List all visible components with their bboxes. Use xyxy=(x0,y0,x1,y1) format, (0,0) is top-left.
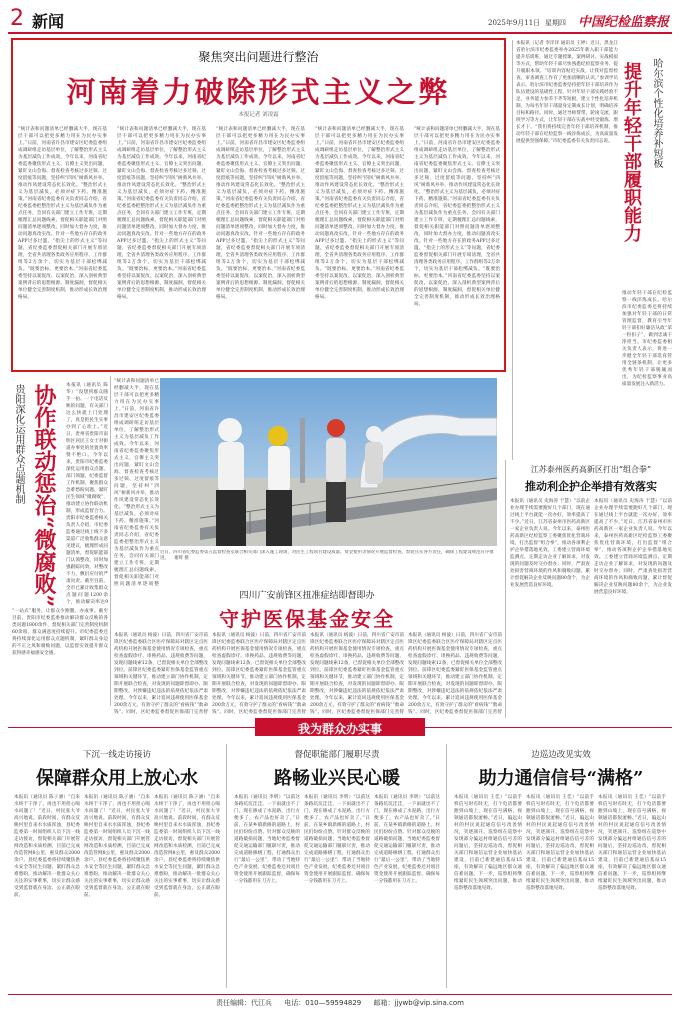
bottom-story-1 xyxy=(10,740,224,990)
left-col-divider xyxy=(110,376,111,706)
section-name: 新闻 xyxy=(32,12,65,31)
news-photo xyxy=(160,378,497,546)
footer-editor: 责任编辑：代江兵 xyxy=(216,999,273,1007)
bottom-story-1-col-1: 本报讯（通讯员 陈子涵）“自来水终于干净了，再也不用担心喝水问题了！”近日，村民张大爷高兴地说。前段时间，有群众反映村里自来水水质浑浊，县纪委监委第一时间组织人员下沉一线走访接访，督促相关部门开展管网改造和水质检测，目前已完成改造管网8公里，惠及群众2000余户。县纪委监委将持续聚焦供水安全等民生问题，紧盯群众急难愁盼，推动解决一批群众关心关注的实事难事，切实让群众感受到监督就在身边、公正就在眼前。 xyxy=(14,795,80,898)
bottom-story-3 xyxy=(450,740,672,990)
bottom-story-3-col-2: 本报讯（通讯员 王佳）“以前手机信号时有时无，打个电话都要跑到山坡上，现在信号满格，视频通话都很流畅。”近日，偏远山村的村民说起通信信号改善情况，笑逐颜开。巡察组在巡察中发现部分偏远村组通信信号差的问题后，坚持边巡边改，督促相关部门和通信运营企业加快基站建设，目前已新建通信基站15座，有效解决了偏远地区群众通信难问题。下一步，巡察组将继续紧盯民生领域突出问题，推动巡察整改落地见效。 xyxy=(526,795,594,891)
right-col-title: 提升年轻干部履职能力 xyxy=(621,62,642,242)
bottom-divider-1 xyxy=(226,744,227,988)
right-col-text-a: 本报讯（记者 李洋洋 通讯员 王婷）近日，黑龙江省哈尔滨市纪委监委举办2025年新入职干部能力提升培训班，通过专题授课、案例研讨、实战模拟等方式，帮助年轻干部尽快熟悉纪检监察业务、提升履职本领。“培训内容贴近实战，让我对监督检查、审查调查工作有了更加清晰的认识。”参训学员表示。哈尔滨市纪委监委坚持把年轻干部培养作为队伍建设的基础性工程，针对年轻干部实践经验不足、业务能力参差不齐等短板，建立个性化培养机制，为每名年轻干部量身定制成长计划，明确培养目标和路径。同时，通过导师帮带、轮岗交流、跟班学习等方式，让年轻干部在实战中经受锻炼、增长才干。“我们将持续完善年轻干部培养机制，推动年轻干部在纪检监察一线淬炼成长，为高质量发展提供坚强保障。”市纪委监委有关负责同志说。 xyxy=(516,41,618,144)
sichuan-col-1: 本报讯（通讯员 杨波）日前，四川省广安市前锋区纪委监委联合区医疗保障局对辖区定点医药机构开展医保基金使用情况专项检查，重点检查虚假诊疗、串换药品、违规收费等问题，发现问题线索12条，已督促相关单位全部整改到位。前锋区纪委监委紧盯医保基金监管重点领域和关键环节，推动建立部门协作机制，定期开展联合检查，对发现的问题即督即办、限期整改，对涉嫌违纪违法的依规依纪依法严肃处理。今年以来，累计追回违规使用医保基金200余万元，有效守护了群众的“看病钱”“救命钱”。同时，区纪委监委督促医保部门完善智 xyxy=(114,633,208,714)
taizhou-col-2: 本报讯（通讯员 史海涛 于慧）“以前企业办理手续需要跑好几个部门，现在通过线上平台就能一次办好，效率提高了不少。”近日，江苏省泰州市医药高新区一家企业负责人说。今年以来，泰州医药高新区纪检监察工委聚焦优化营商环境，打出监督“组合拳”，推动各项利企护企举措落地见效。工委建立营商环境监测点，定期走访企业了解诉求，对发现的问题及时交办督办；同时，严肃查处损害营商环境的作风和腐败问题，累计督促解决企业反映问题80余个，为企业发展营造良好环境。 xyxy=(594,499,672,595)
bottom-story-3-col-1: 本报讯（通讯员 王佳）“以前手机信号时有时无，打个电话都要跑到山坡上，现在信号满格，视频通话都很流畅。”近日，偏远山村的村民说起通信信号改善情况，笑逐颜开。巡察组在巡察中发现部分偏远村组通信信号差的问题后，坚持边巡边改，督促相关部门和通信运营企业加快基站建设，目前已新建通信基站15座，有效解决了偏远地区群众通信难问题。下一步，巡察组将继续紧盯民生领域突出问题，推动巡察整改落地见效。 xyxy=(454,795,522,891)
bottom-story-2-title: 路畅业兴民心暖 xyxy=(274,768,400,789)
page-number: 2 xyxy=(10,6,24,31)
footer-email: 邮箱：jjywb@vip.sina.com xyxy=(373,999,464,1007)
issue-weekday: 星期四 xyxy=(545,19,566,27)
left-col-text-b: “一站式”服务，让群众少跑腿、办成事。截至目前，贵阳市纪委监委推动解决群众反映的各类问题1800余件，督促相关部门完善制度机制60余项，群众满意度持续提升。市纪委监委还将持续深化运用群众点题机制，紧盯群众身边的不正之风和腐败问题，以监督实效提升群众获得感幸福感安全感。 xyxy=(12,609,108,656)
footer-rule xyxy=(8,994,672,995)
paper-name-logo: 中国纪检监察报 xyxy=(578,15,670,30)
footer-phone: 电话：010—59594829 xyxy=(284,999,362,1007)
sichuan-col-3: 本报讯（通讯员 杨波）日前，四川省广安市前锋区纪委监委联合区医疗保障局对辖区定点医药机构开展医保基金使用情况专项检查，重点检查虚假诊疗、串换药品、违规收费等问题，发现问题线索12条，已督促相关单位全部整改到位。前锋区纪委监委紧盯医保基金监管重点领域和关键环节，推动建立部门协作机制，定期开展联合检查，对发现的问题即督即办、限期整改，对涉嫌违纪违法的依规依纪依法严肃处理。今年以来，累计追回违规使用医保基金200余万元，有效守护了群众的“看病钱”“救命钱”。同时，区纪委监委督促医保部门完善智 xyxy=(310,633,404,714)
left-col-text-a: 本报讯（通讯员 陈华）“没想到群众随手一拍、一个电话反映的问题，有关部门这么快就上门处理了，真是把民生实事办到了心坎上。”近日，贵州省贵阳市南明区居民王女士对街道办事处的处置效率赞不绝口。今年以来，贵阳市纪委监委深化运用群众点题、部门领题、纪委监督工作机制，聚焦群众急难愁盼问题，紧盯民生领域“微腐败”，推动建立协作联动机制，形成监督合力。贵阳市纪委监委相关负责人介绍，市纪委监委通过线上线下多渠道广泛收集群众意见建议，梳理形成问题清单，督促职能部门认领整改，同时加强跟踪问效，对整改不力、敷衍应付的严肃问责。截至目前，全市已累计收集群众点题问题1200余个，推动解决率达9 xyxy=(66,383,108,604)
sichuan-col-4: 本报讯（通讯员 杨波）日前，四川省广安市前锋区纪委监委联合区医疗保障局对辖区定点医药机构开展医保基金使用情况专项检查，重点检查虚假诊疗、串换药品、违规收费等问题，发现问题线索12条，已督促相关单位全部整改到位。前锋区纪委监委紧盯医保基金监管重点领域和关键环节，推动建立部门协作机制，定期开展联合检查，对发现的问题即督即办、限期整改，对涉嫌违纪违法的依规依纪依法严肃处理。今年以来，累计追回违规使用医保基金200余万元，有效守护了群众的“看病钱”“救命钱”。同时，区纪委监委督促医保部门完善智 xyxy=(408,633,502,714)
photo-caption xyxy=(160,550,497,566)
lead-col-5: “统计表和问题清单已经删减大半，现在基层干部可以把更多精力用在为民办实事上。”日前，河南省许昌市建安区纪委监委组成调研组走访基层单位，了解整治形式主义为基层减负工作成效。今年以来，河南省纪委监委聚焦形式主义、官僚主义突出问题，紧盯文山会海、督查检查考核过多过频、过度留痕等问题，坚持纠“四风”树新风并举，推动作风建设常态化长效化。“整治形式主义为基层减负，必须对症下药、精准施策。”河南省纪委监委有关负责同志介绍，省纪委监委把整治形式主义为基层减负作为重点任务，会同有关部门建立工作专班，定期梳理汇总问题线索，督促相关职能部门对照问题清单逐项整改，同时加大督办力度，推动问题真改实改。针对一些地方存在的政务APP过多过滥、“指尖上的形式主义”等问题，省纪委监委督促相关部门开展专项清理，全省共清理各类政务应用程序、工作群组等2万余个，切实为基层干部松绑减负。“既要治标，更要治本。”河南省纪委监委坚持以案促改、以案促治，深入剖析典型案例背后的思想根源、制度漏洞，督促相关单位健全完善制度机制，推动形成长效治理格局。 xyxy=(414,127,500,307)
bottom-story-2-col-1: 本报讯（通讯员 李明）“以前这条路坑坑洼洼，一下雨就出不了门，现在修成了水泥路，出行方便多了，农产品也好卖了。”日前，在某乡镇新修的道路上，村民们纷纷点赞。针对群众反映的道路破损问题，当地纪委监委督促交通运输部门履职尽责，推动完成道路修缮工程，打通群众出行“最后一公里”，带动了当地特色产业发展。纪委监委还对项目资金使用开展跟踪监督，确保每一分钱都用在刀刃上。 xyxy=(234,795,300,884)
issue-date: 2025年9月11日 xyxy=(488,19,541,27)
lead-byline: 本报记者 刘凌霜 xyxy=(238,112,279,118)
lead-col-4: “统计表和问题清单已经删减大半，现在基层干部可以把更多精力用在为民办实事上。”日前，河南省许昌市建安区纪委监委组成调研组走访基层单位，了解整治形式主义为基层减负工作成效。今年以来，河南省纪委监委聚焦形式主义、官僚主义突出问题，紧盯文山会海、督查检查考核过多过频、过度留痕等问题，坚持纠“四风”树新风并举，推动作风建设常态化长效化。“整治形式主义为基层减负，必须对症下药、精准施策。”河南省纪委监委有关负责同志介绍，省纪委监委把整治形式主义为基层减负作为重点任务，会同有关部门建立工作专班，定期梳理汇总问题线索，督促相关职能部门对照问题清单逐项整改，同时加大督办力度，推动问题真改实改。针对一些地方存在的政务APP过多过滥、“指尖上的形式主义”等问题，省纪委监委督促相关部门开展专项清理，全省共清理各类政务应用程序、工作群组等2万余个，切实为基层干部松绑减负。“既要治标，更要治本。”河南省纪委监委坚持以案促改、以案促治，深入剖析典型案例背后的思想根源、制度漏洞，督促相关单位健全完善制度机制，推动形成长效治理格局。 xyxy=(315,127,404,300)
right-col-divider xyxy=(512,40,513,460)
bottom-story-2-col-2: 本报讯（通讯员 李明）“以前这条路坑坑洼洼，一下雨就出不了门，现在修成了水泥路，出行方便多了，农产品也好卖了。”日前，在某乡镇新修的道路上，村民们纷纷点赞。针对群众反映的道路破损问题，当地纪委监委督促交通运输部门履职尽责，推动完成道路修缮工程，打通群众出行“最后一公里”，带动了当地特色产业发展。纪委监委还对项目资金使用开展跟踪监督，确保每一分钱都用在刀刃上。 xyxy=(304,795,370,884)
bottom-story-2 xyxy=(230,740,444,990)
right-col-text-b: 推动年轻干部在纪检监察一线淬炼成长。哈尔滨市纪委监委还将持续加强对年轻干部的日常管理监督，教育引导年轻干部扣好廉洁从政“第一粒扣子”，做到忠诚干净担当。市纪委监委相关负责人表示，将进一步健全年轻干部选育管用全链条机制，让更多优秀年轻干部脱颖而出，为纪检监察事业高质量发展注入新活力。 xyxy=(622,291,672,387)
bottom-divider-2 xyxy=(446,744,447,988)
right-col-tag: 哈尔滨个性化培养补短板 xyxy=(651,58,662,168)
middle-col-text: “统计表和问题清单已经删减大半，现在基层干部可以把更多精力用在为民办实事上。”日前，河南省许昌市建安区纪委监委组成调研组走访基层单位，了解整治形式主义为基层减负工作成效。今年以来，河南省纪委监委聚焦形式主义、官僚主义突出问题，紧盯文山会海、督查检查考核过多过频、过度留痕等问题，坚持纠“四风”树新风并举，推动作风建设常态化长效化。“整治形式主义为基层减负，必须对症下药、精准施策。”河南省纪委监委有关负责同志介绍，省纪委监委把整治形式主义为基层减负作为重点任务，会同有关部门建立工作专班，定期梳理汇总问题线索，督促相关职能部门对照问题清单逐项整 xyxy=(114,379,159,586)
taizhou-title: 推动利企护企举措有效落实 xyxy=(525,480,657,493)
sichuan-title: 守护医保基金安全 xyxy=(219,607,395,631)
left-col-title: 协作联动惩治“微腐败” xyxy=(31,384,57,608)
lead-kicker: 聚焦突出问题进行整治 xyxy=(198,50,319,64)
bottom-story-1-col-2: 本报讯（通讯员 陈子涵）“自来水终于干净了，再也不用担心喝水问题了！”近日，村民张大爷高兴地说。前段时间，有群众反映村里自来水水质浑浊，县纪委监委第一时间组织人员下沉一线走访接访，督促相关部门开展管网改造和水质检测，目前已完成改造管网8公里，惠及群众2000余户。县纪委监委将持续聚焦供水安全等民生问题，紧盯群众急难愁盼，推动解决一批群众关心关注的实事难事，切实让群众感受到监督就在身边、公正就在眼前。 xyxy=(84,795,150,898)
bottom-story-3-title: 助力通信信号“满格” xyxy=(478,768,644,789)
bottom-story-3-kicker: 边巡边改见实效 xyxy=(531,750,591,760)
lead-col-2: “统计表和问题清单已经删减大半，现在基层干部可以把更多精力用在为民办实事上。”日前，河南省许昌市建安区纪委监委组成调研组走访基层单位，了解整治形式主义为基层减负工作成效。今年以来，河南省纪委监委聚焦形式主义、官僚主义突出问题，紧盯文山会海、督查检查考核过多过频、过度留痕等问题，坚持纠“四风”树新风并举，推动作风建设常态化长效化。“整治形式主义为基层减负，必须对症下药、精准施策。”河南省纪委监委有关负责同志介绍，省纪委监委把整治形式主义为基层减负作为重点任务，会同有关部门建立工作专班，定期梳理汇总问题线索，督促相关职能部门对照问题清单逐项整改，同时加大督办力度，推动问题真改实改。针对一些地方存在的政务APP过多过滥、“指尖上的形式主义”等问题，省纪委监委督促相关部门开展专项清理，全省共清理各类政务应用程序、工作群组等2万余个，切实为基层干部松绑减负。“既要治标，更要治本。”河南省纪委监委坚持以案促改、以案促治，深入剖析典型案例背后的思想根源、制度漏洞，督促相关单位健全完善制度机制，推动形成长效治理格局。 xyxy=(117,127,206,300)
lead-col-1: “统计表和问题清单已经删减大半，现在基层干部可以把更多精力用在为民办实事上。”日前，河南省许昌市建安区纪委监委组成调研组走访基层单位，了解整治形式主义为基层减负工作成效。今年以来，河南省纪委监委聚焦形式主义、官僚主义突出问题，紧盯文山会海、督查检查考核过多过频、过度留痕等问题，坚持纠“四风”树新风并举，推动作风建设常态化长效化。“整治形式主义为基层减负，必须对症下药、精准施策。”河南省纪委监委有关负责同志介绍，省纪委监委把整治形式主义为基层减负作为重点任务，会同有关部门建立工作专班，定期梳理汇总问题线索，督促相关职能部门对照问题清单逐项整改，同时加大督办力度，推动问题真改实改。针对一些地方存在的政务APP过多过滥、“指尖上的形式主义”等问题，省纪委监委督促相关部门开展专项清理，全省共清理各类政务应用程序、工作群组等2万余个，切实为基层干部松绑减负。“既要治标，更要治本。”河南省纪委监委坚持以案促改、以案促治，深入剖析典型案例背后的思想根源、制度漏洞，督促相关单位健全完善制度机制，推动形成长效治理格局。 xyxy=(18,127,107,300)
masthead-rule xyxy=(8,32,672,34)
lead-title: 河南着力破除形式主义之弊 xyxy=(66,75,451,109)
lead-col-3: “统计表和问题清单已经删减大半，现在基层干部可以把更多精力用在为民办实事上。”日前，河南省许昌市建安区纪委监委组成调研组走访基层单位，了解整治形式主义为基层减负工作成效。今年以来，河南省纪委监委聚焦形式主义、官僚主义突出问题，紧盯文山会海、督查检查考核过多过频、过度留痕等问题，坚持纠“四风”树新风并举，推动作风建设常态化长效化。“整治形式主义为基层减负，必须对症下药、精准施策。”河南省纪委监委有关负责同志介绍，省纪委监委把整治形式主义为基层减负作为重点任务，会同有关部门建立工作专班，定期梳理汇总问题线索，督促相关职能部门对照问题清单逐项整改，同时加大督办力度，推动问题真改实改。针对一些地方存在的政务APP过多过滥、“指尖上的形式主义”等问题，省纪委监委督促相关部门开展专项清理，全省共清理各类政务应用程序、工作群组等2万余个，切实为基层干部松绑减负。“既要治标，更要治本。”河南省纪委监委坚持以案促改、以案促治，深入剖析典型案例背后的思想根源、制度漏洞，督促相关单位健全完善制度机制，推动形成长效治理格局。 xyxy=(216,127,305,300)
left-col-tag: 贵阳深化运用群众点题机制 xyxy=(13,384,24,504)
masthead xyxy=(8,6,672,32)
banner-title: 我为群众办实事 xyxy=(297,722,382,736)
bottom-story-2-col-3: 本报讯（通讯员 李明）“以前这条路坑坑洼洼，一下雨就出不了门，现在修成了水泥路，出行方便多了，农产品也好卖了。”日前，在某乡镇新修的道路上，村民们纷纷点赞。针对群众反映的道路破损问题，当地纪委监委督促交通运输部门履职尽责，推动完成道路修缮工程，打通群众出行“最后一公里”，带动了当地特色产业发展。纪委监委还对项目资金使用开展跟踪监督，确保每一分钱都用在刀刃上。 xyxy=(374,795,440,884)
footer xyxy=(8,998,672,1008)
taizhou-kicker: 江苏泰州医药高新区打出“组合拳” xyxy=(530,465,652,474)
bottom-story-1-title: 保障群众用上放心水 xyxy=(36,768,198,789)
photo-caption-text: 近日，四川省纪委监委第五监督检查室联合相关部门深入施工现场，对民生工程项目建设质量、资金使用等情况开展监督检查，督促压实各方责任，确保工程建设规范有序推进。 xyxy=(160,550,494,561)
taizhou-col-1: 本报讯（通讯员 史海涛 于慧）“以前企业办理手续需要跑好几个部门，现在通过线上平台就能一次办好，效率提高了不少。”近日，江苏省泰州市医药高新区一家企业负责人说。今年以来，泰州医药高新区纪检监察工委聚焦优化营商环境，打出监督“组合拳”，推动各项利企护企举措落地见效。工委建立营商环境监测点，定期走访企业了解诉求，对发现的问题及时交办督办；同时，严肃查处损害营商环境的作风和腐败问题，累计督促解决企业反映问题80余个，为企业发展营造良好环境。 xyxy=(510,499,590,588)
bottom-story-1-col-3: 本报讯（通讯员 陈子涵）“自来水终于干净了，再也不用担心喝水问题了！”近日，村民张大爷高兴地说。前段时间，有群众反映村里自来水水质浑浊，县纪委监委第一时间组织人员下沉一线走访接访，督促相关部门开展管网改造和水质检测，目前已完成改造管网8公里，惠及群众2000余户。县纪委监委将持续聚焦供水安全等民生问题，紧盯群众急难愁盼，推动解决一批群众关心关注的实事难事，切实让群众感受到监督就在身边、公正就在眼前。 xyxy=(154,795,220,898)
bottom-story-3-col-3: 本报讯（通讯员 王佳）“以前手机信号时有时无，打个电话都要跑到山坡上，现在信号满格，视频通话都很流畅。”近日，偏远山村的村民说起通信信号改善情况，笑逐颜开。巡察组在巡察中发现部分偏远村组通信信号差的问题后，坚持边巡边改，督促相关部门和通信运营企业加快基站建设，目前已新建通信基站15座，有效解决了偏远地区群众通信难问题。下一步，巡察组将继续紧盯民生领域突出问题，推动巡察整改落地见效。 xyxy=(598,795,666,891)
sichuan-kicker: 四川广安前锋区扭准症结即督即办 xyxy=(239,591,375,601)
photo-credit: 谢辉 摄 xyxy=(174,556,189,561)
bottom-story-2-kicker: 督促职能部门履职尽责 xyxy=(294,750,380,760)
bottom-story-1-kicker: 下沉一线走访接访 xyxy=(82,750,151,760)
sichuan-col-2: 本报讯（通讯员 杨波）日前，四川省广安市前锋区纪委监委联合区医疗保障局对辖区定点医药机构开展医保基金使用情况专项检查，重点检查虚假诊疗、串换药品、违规收费等问题，发现问题线索12条，已督促相关单位全部整改到位。前锋区纪委监委紧盯医保基金监管重点领域和关键环节，推动建立部门协作机制，定期开展联合检查，对发现的问题即督即办、限期整改，对涉嫌违纪违法的依规依纪依法严肃处理。今年以来，累计追回违规使用医保基金200余万元，有效守护了群众的“看病钱”“救命钱”。同时，区纪委监委督促医保部门完善智 xyxy=(212,633,306,714)
taizhou-divider xyxy=(505,460,506,718)
